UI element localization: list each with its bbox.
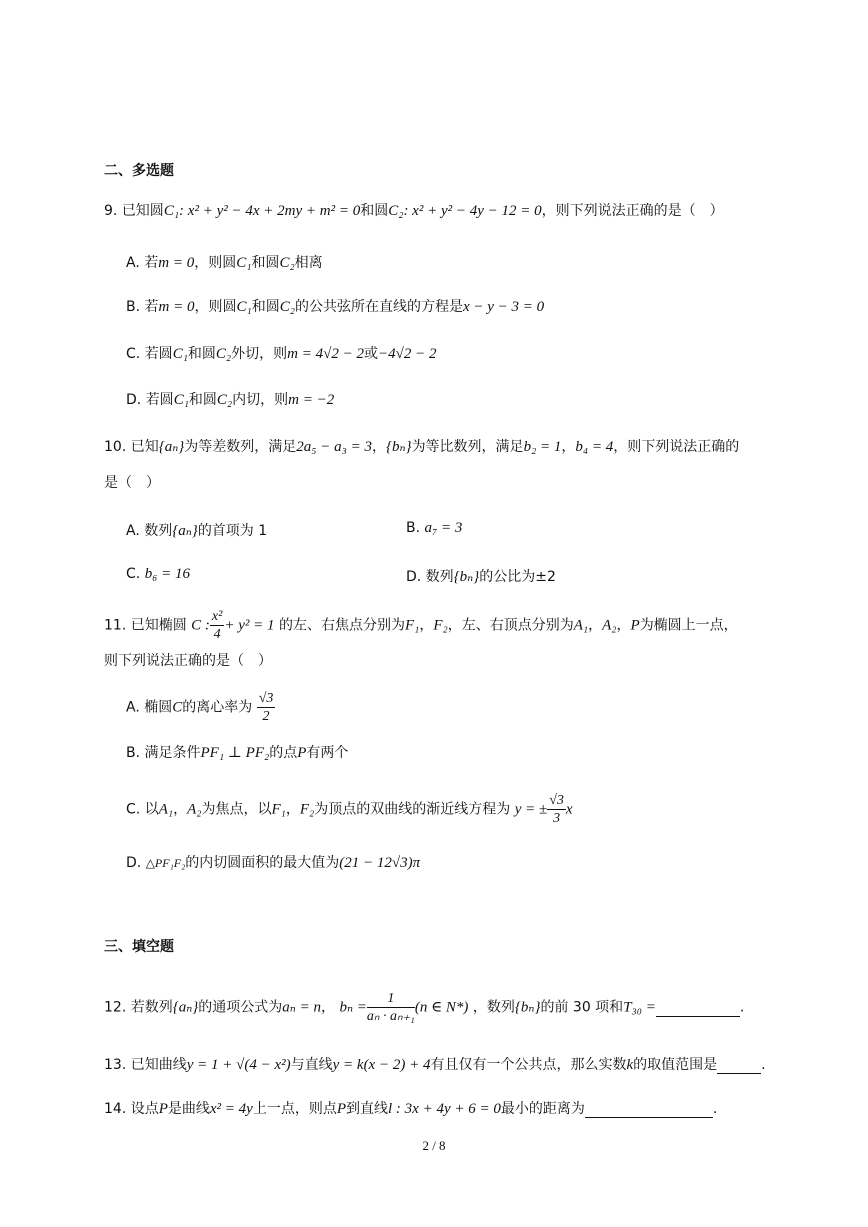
question-10-option-c: C. b₆ = 16	[126, 566, 191, 582]
fraction: $\frac{1}{\text{aₙ · aₙ₊₁}}$	[366, 991, 415, 1024]
section-title-fill-blank: 三、填空题	[104, 939, 174, 955]
question-9-option-d: D. 若圆C₁和圆C₂内切，则m = −2	[126, 392, 335, 408]
question-12: 12. 若数列{aₙ}的通项公式为aₙ = n， bₙ = $\frac{1}{\text{aₙ · aₙ₊₁}}$ (n ∈ N*) ，数列{bₙ}的前 30 项和T₃₀ = .	[104, 991, 745, 1024]
section-title-multi-choice: 二、多选题	[104, 163, 174, 179]
question-14: 14. 设点P是曲线x² = 4y上一点，则点P到直线l : 3x + 4y + 6 = 0最小的距离为 .	[104, 1101, 718, 1117]
answer-blank[interactable]	[656, 1000, 740, 1017]
question-number: 12.	[104, 999, 127, 1016]
fraction: $\frac{√3}{3}$	[549, 793, 564, 826]
question-11-stem: 11. 已知椭圆 C : $\frac{\text{x²}}{4}$ + y² = 1 的左、右焦点分别为F₁，F₂，左、右顶点分别为A₁，A₂，P为椭圆上一点，	[104, 609, 738, 642]
question-number: 11.	[104, 617, 127, 634]
question-number: 13.	[104, 1057, 127, 1073]
question-9-option-b: B. 若m = 0，则圆C₁和圆C₂的公共弦所在直线的方程是x − y − 3 = 0	[126, 299, 545, 315]
question-9-stem: 9. 已知圆C₁: x² + y² − 4x + 2my + m² = 0和圆C₂: x² + y² − 4y − 12 = 0，则下列说法正确的是（ ）	[104, 203, 724, 219]
fraction: $\frac{√3}{2}$	[258, 691, 274, 724]
question-11-option-b: B. 满足条件PF₁ ⊥ PF₂的点P有两个	[126, 745, 349, 761]
question-11-stem-cont: 则下列说法正确的是（ ）	[104, 653, 272, 669]
question-10-stem: 10. 已知{aₙ}为等差数列，满足2a₅ − a₃ = 3，{bₙ}为等比数列，满足b₂ = 1，b₄ = 4，则下列说法正确的	[104, 439, 740, 455]
question-number: 10.	[104, 439, 127, 455]
question-9-option-c: C. 若圆C₁和圆C₂外切，则m = 4√2 − 2或−4√2 − 2	[126, 346, 437, 362]
page-number: 2 / 8	[422, 1138, 446, 1153]
question-9-option-a: A. 若m = 0，则圆C₁和圆C₂相离	[126, 255, 323, 271]
answer-blank[interactable]	[585, 1101, 713, 1118]
question-10-option-b: B. a₇ = 3	[406, 520, 463, 536]
answer-blank[interactable]	[717, 1057, 761, 1074]
fraction: $\frac{\text{x²}}{4}$	[211, 609, 223, 642]
question-10-option-d: D. 数列{bₙ}的公比为±2	[406, 569, 556, 585]
question-number: 9.	[104, 203, 118, 219]
question-11-option-a: A. 椭圆C的离心率为 $\frac{√3}{2}$	[126, 691, 274, 724]
question-10-option-a: A. 数列{aₙ}的首项为 1	[126, 523, 268, 539]
question-10-stem-cont: 是（ ）	[104, 475, 160, 491]
question-13: 13. 已知曲线y = 1 + √(4 − x²)与直线y = k(x − 2) + 4有且仅有一个公共点，那么实数k的取值范围是 .	[104, 1057, 766, 1073]
question-11-option-c: C. 以A₁，A₂为焦点，以F₁，F₂为顶点的双曲线的渐近线方程为 y = ± $\frac{√3}{3}$ x	[126, 793, 573, 826]
question-number: 14.	[104, 1101, 127, 1117]
question-11-option-d: D. △PF₁F₂的内切圆面积的最大值为(21 − 12√3)π	[126, 855, 421, 871]
